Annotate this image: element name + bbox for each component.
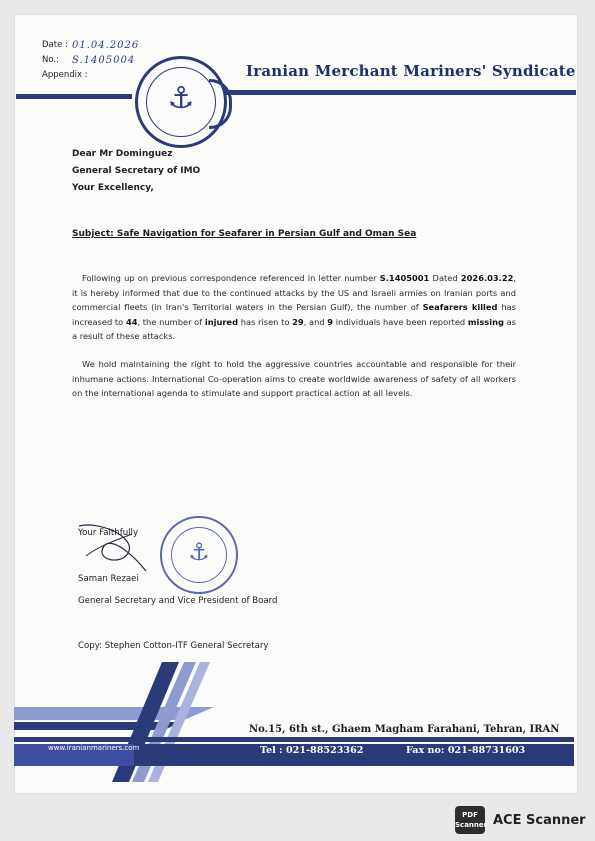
- scanner-watermark: [455, 806, 586, 834]
- appendix-label: Appendix :: [42, 70, 88, 80]
- footer-fax: Fax no: 021-88731603: [406, 745, 526, 756]
- official-stamp: [160, 516, 238, 594]
- date-label: Date :: [42, 40, 68, 50]
- copy-line: Copy: Stephen Cotton-ITF General Secretary: [78, 641, 269, 651]
- letter-page: [14, 14, 578, 794]
- footer-website[interactable]: www.iranianmariners.com: [48, 744, 140, 752]
- syndicate-logo: [135, 56, 227, 148]
- signatory-position: General Secretary and Vice President of Board: [78, 596, 278, 606]
- organization-name: Iranian Merchant Mariners' Syndicate: [246, 62, 576, 80]
- number-value: S.1405004: [72, 55, 136, 66]
- signature: [74, 516, 154, 576]
- signatory-name: Saman Rezaei: [78, 574, 139, 584]
- date-value: 01.04.2026: [72, 40, 140, 51]
- header-rule-left: [16, 94, 132, 99]
- pdf-scanner-icon: PDF Scanner: [455, 806, 485, 834]
- footer-banner: [14, 662, 578, 782]
- body-paragraph-2: We hold maintaining the right to hold the aggressive countries accountable and responsible for their inhumane actions. International Co-operation aims to create worldwide awareness of safety of all workers on the international agenda to stimulate and support practical action at all levels.: [72, 359, 516, 398]
- footer-telephone: Tel : 021-88523362: [260, 745, 364, 756]
- anchor-icon: ⚓: [167, 81, 195, 116]
- footer-address: No.15, 6th st., Ghaem Magham Farahani, Tehran, IRAN: [249, 724, 560, 735]
- body-paragraph-1: Following up on previous correspondence referenced in letter number S.1405001 Dated 2026.03.22, it is hereby informed that due to the continued attacks by the US and Israeli armies on Iranian ports and commercial fleets (in Iran's Territorial waters in the Persian Gulf), the number of Seafarers killed has increased to 44, the number of injured has risen to 29, and 9 individuals have been reported missing as a result of these attacks.: [72, 273, 517, 341]
- anchor-icon: ⚓: [188, 538, 210, 566]
- salutation: Dear Mr Dominguez: [72, 149, 173, 159]
- recipient-title: General Secretary of IMO: [72, 166, 201, 176]
- scanner-app-name: ACE Scanner: [493, 812, 586, 828]
- closing-faithfully: Your Faithfully: [78, 528, 139, 538]
- excellency: Your Excellency,: [72, 183, 154, 193]
- letter-meta: [42, 38, 139, 83]
- number-label: No.:: [42, 55, 59, 65]
- header-rule-right: [224, 90, 576, 95]
- recipient-block: [72, 146, 200, 197]
- subject-line: Subject: Safe Navigation for Seafarer in Persian Gulf and Oman Sea: [72, 229, 417, 239]
- gear-icon: [209, 79, 232, 129]
